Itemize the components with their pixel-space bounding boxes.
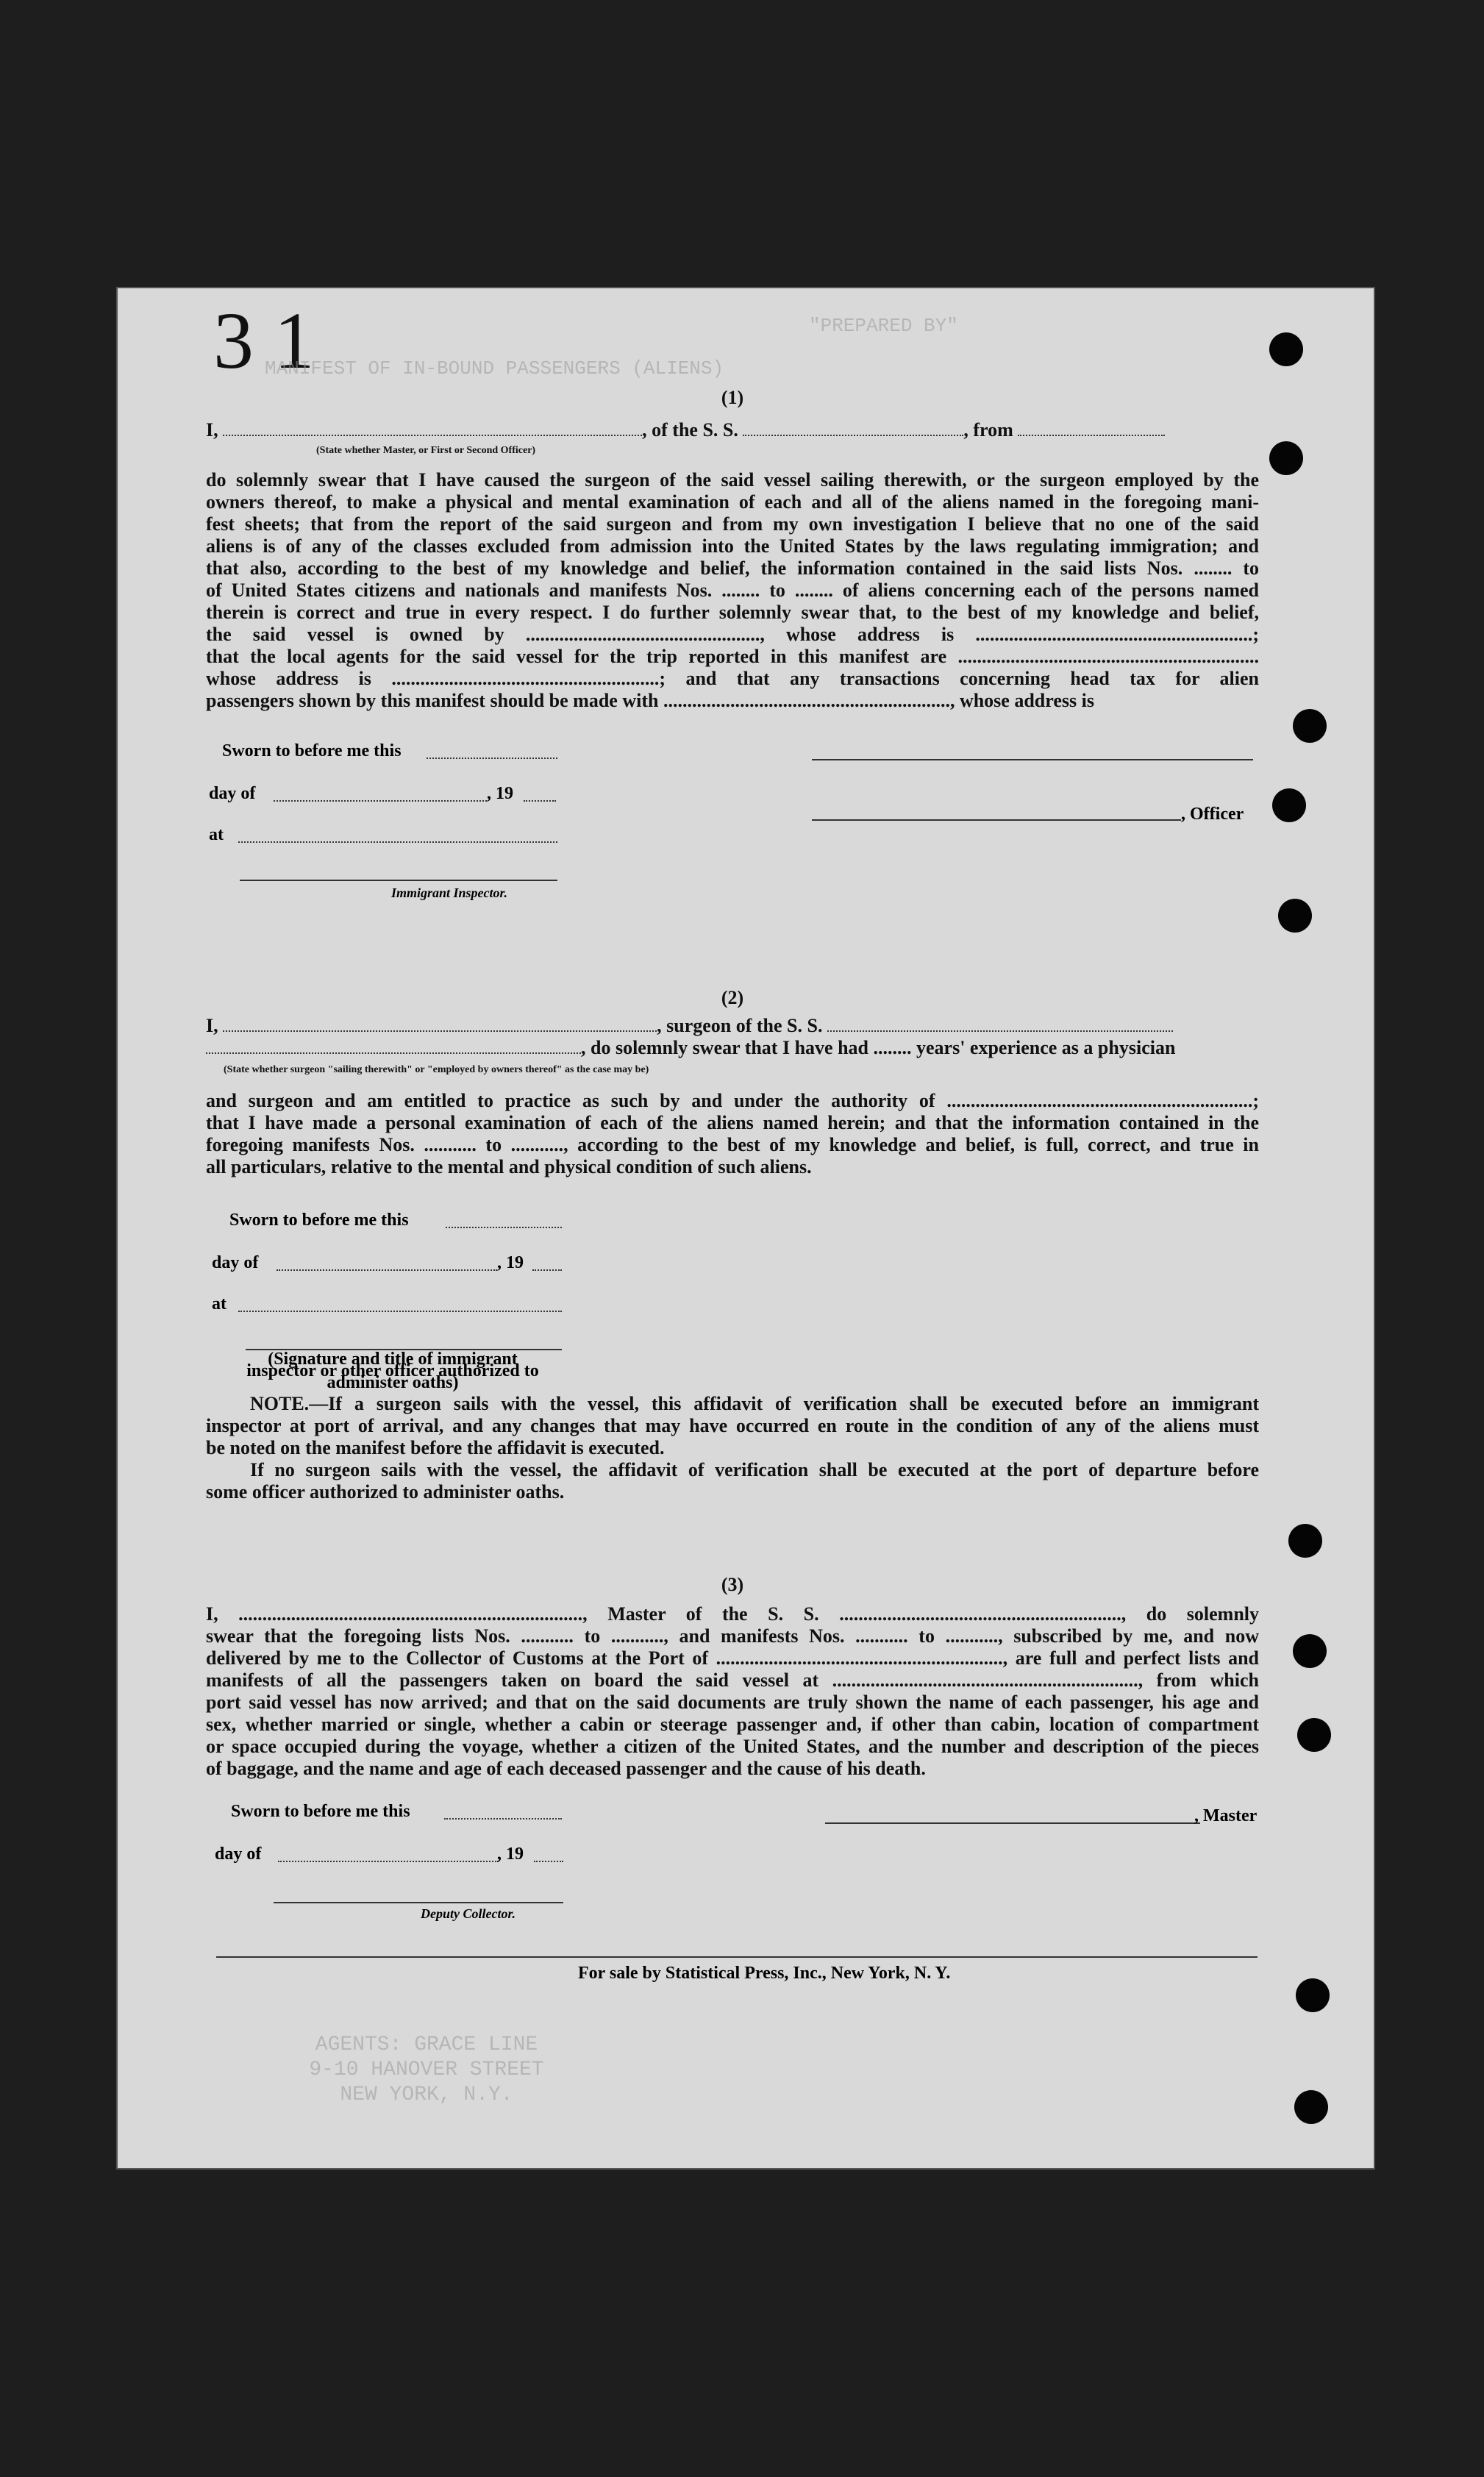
agents-line-2: 9-10 HANOVER STREET bbox=[309, 2059, 544, 2081]
master-signature-line bbox=[812, 759, 1253, 760]
day-of-label: day of bbox=[209, 784, 256, 803]
handwritten-page-number: 3 1 bbox=[213, 296, 315, 385]
master-oath-paragraph bbox=[206, 1603, 1259, 1780]
text-line: therein is correct and true in every respect. I do further solemnly swear that, to the best of my knowledge and belief, bbox=[206, 602, 1259, 623]
note-block bbox=[206, 1393, 1259, 1503]
text-line: If no surgeon sails with the vessel, the affidavit of verification shall be executed at the port of departure before bbox=[250, 1459, 1259, 1480]
master-label: , Master bbox=[1194, 1806, 1258, 1825]
text-line: manifests of all the passengers taken on board the said vessel at ................................................................, from which bbox=[206, 1669, 1259, 1691]
section-number: (2) bbox=[721, 987, 744, 1008]
text-line: whose address is ........................................................; and that any transactions concerning head tax for alien bbox=[206, 668, 1259, 689]
year-field bbox=[532, 1269, 562, 1271]
text-line: be noted on the manifest before the affidavit is executed. bbox=[206, 1437, 665, 1458]
text-line: do solemnly swear that I have caused the surgeon of the said vessel sailing therewith, or the surgeon employed by the bbox=[206, 469, 1259, 491]
master-signature-line bbox=[825, 1822, 1200, 1824]
text-line: port said vessel has now arrived; and that on the said documents are truly shown the name of each passenger, his age and bbox=[206, 1692, 1259, 1713]
officer-label: , Officer bbox=[1181, 805, 1244, 824]
officer-signature-line bbox=[812, 819, 1181, 821]
year-field bbox=[524, 800, 556, 802]
at-label: at bbox=[209, 825, 224, 844]
at-label: at bbox=[212, 1294, 226, 1314]
text-line: some officer authorized to administer oaths. bbox=[206, 1481, 565, 1503]
signature-caption: (Signature and title of immigrant inspector or other officer authorized to administer oaths) bbox=[246, 1350, 539, 1392]
text-line: that the local agents for the said vessel for the trip reported in this manifest are ............................................................... bbox=[206, 646, 1259, 667]
month-field bbox=[277, 1269, 497, 1271]
collector-caption: Deputy Collector. bbox=[421, 1906, 516, 1921]
text-line: I, ........................................................................, Master of the S. S. ..........................................................., do solemnly bbox=[206, 1603, 1259, 1625]
rank-caption: (State whether Master, or First or Second Officer) bbox=[316, 445, 536, 456]
year-field bbox=[534, 1861, 563, 1862]
agents-line-1: AGENTS: GRACE LINE bbox=[315, 2034, 538, 2056]
sworn-label: Sworn to before me this bbox=[222, 741, 402, 760]
punch-hole bbox=[1288, 1524, 1322, 1558]
text-line: that also, according to the best of my knowledge and belief, the information contained in the said lists Nos. ........ to bbox=[206, 557, 1259, 579]
year-label: , 19 bbox=[497, 1845, 524, 1864]
text-line bbox=[206, 1393, 1259, 1415]
footer-text: For sale by Statistical Press, Inc., New York, N. Y. bbox=[578, 1964, 951, 1983]
punch-hole bbox=[1296, 1978, 1330, 2012]
text-line: fest sheets; that from the report of the said surgeon and from my own investigation I believe that no one of the said bbox=[206, 513, 1259, 535]
punch-hole bbox=[1297, 1718, 1331, 1752]
place-field bbox=[238, 841, 557, 843]
text-line: aliens is of any of the classes excluded from admission into the United States by the laws regulating immigration; and bbox=[206, 535, 1259, 557]
surgeon-oath-paragraph bbox=[206, 1090, 1259, 1178]
surgeon-caption: (State whether surgeon "sailing therewith" or "employed by owners thereof" as the case may be) bbox=[224, 1064, 649, 1075]
day-of-label: day of bbox=[215, 1845, 262, 1864]
text-line: swear that the foregoing lists Nos. ........... to ..........., and manifests Nos. ........... to ..........., subscribed by me, and now bbox=[206, 1625, 1259, 1647]
text-line: the said vessel is owned by ................................................., whose address is ..........................................................; bbox=[206, 624, 1259, 645]
section-1 bbox=[206, 387, 1259, 712]
footer-rule bbox=[216, 1956, 1258, 1958]
vessel-name-field bbox=[743, 420, 963, 436]
punch-hole bbox=[1278, 899, 1312, 933]
text-line: sex, whether married or single, whether a cabin or steerage passenger and, if other than cabin, location of compartment bbox=[206, 1714, 1259, 1735]
month-field bbox=[274, 800, 487, 802]
sworn-label: Sworn to before me this bbox=[231, 1802, 410, 1821]
agents-line-3: NEW YORK, N.Y. bbox=[340, 2084, 513, 2106]
punch-hole bbox=[1272, 788, 1306, 822]
section-number: (3) bbox=[721, 1574, 744, 1595]
punch-hole bbox=[1293, 709, 1327, 743]
surgeon-vessel-field bbox=[827, 1016, 1173, 1032]
section-2 bbox=[206, 987, 1259, 1178]
officer-rank-field bbox=[223, 420, 642, 436]
punch-hole bbox=[1294, 2090, 1328, 2124]
i-label: I, bbox=[206, 419, 218, 441]
text-line: owners thereof, to make a physical and mental examination of each and all of the aliens named in the foregoing mani- bbox=[206, 491, 1259, 513]
text-line: of United States citizens and nationals and manifests Nos. ........ to ........ of aliens concerning each of the persons named bbox=[206, 580, 1259, 601]
sworn-label: Sworn to before me this bbox=[229, 1211, 409, 1230]
from-port-field bbox=[1018, 420, 1165, 436]
text-line: or space occupied during the voyage, whether a citizen of the United States, and the number and description of the pieces bbox=[206, 1736, 1259, 1757]
note-text: —If a surgeon sails with the vessel, this affidavit of verification shall be executed before an immigrant bbox=[309, 1393, 1259, 1414]
sworn-date-field bbox=[427, 758, 557, 759]
surgeon-status-field bbox=[206, 1038, 581, 1054]
day-of-label: day of bbox=[212, 1253, 259, 1272]
surgeon-of-label: , surgeon of the S. S. bbox=[657, 1015, 823, 1036]
agents-stamp bbox=[221, 2033, 632, 2108]
section-3 bbox=[206, 1574, 1259, 1780]
text-line: of baggage, and the name and age of each deceased passenger and the cause of his death. bbox=[206, 1758, 926, 1779]
punch-hole bbox=[1269, 332, 1303, 366]
from-label: , from bbox=[963, 419, 1013, 441]
text-line: inspector at port of arrival, and any changes that may have occurred en route in the condition of any of the aliens must bbox=[206, 1415, 1259, 1436]
of-ss-label: , of the S. S. bbox=[642, 419, 738, 441]
text-line: delivered by me to the Collector of Customs at the Port of ............................................................, are full and perfect lists and bbox=[206, 1647, 1259, 1669]
signature-line bbox=[274, 1902, 563, 1903]
place-field bbox=[238, 1311, 562, 1312]
i-label: I, bbox=[206, 1015, 218, 1036]
experience-line: , do solemnly swear that I have had ........ years' experience as a physician bbox=[581, 1037, 1176, 1058]
faint-title: MANIFEST OF IN-BOUND PASSENGERS (ALIENS) bbox=[265, 357, 724, 379]
sworn-date-field bbox=[446, 1227, 562, 1228]
sworn-date-field bbox=[444, 1818, 562, 1820]
inspector-caption: Immigrant Inspector. bbox=[391, 885, 508, 900]
note-paragraph bbox=[206, 1393, 1259, 1459]
year-label: , 19 bbox=[487, 784, 513, 803]
note-paragraph-2 bbox=[206, 1459, 1259, 1503]
section-number: (1) bbox=[721, 387, 744, 408]
punch-hole bbox=[1293, 1634, 1327, 1668]
text-line: and surgeon and am entitled to practice as such by and under the authority of ................................................................; bbox=[206, 1090, 1259, 1111]
surgeon-name-field bbox=[223, 1016, 657, 1032]
faint-stamp: "PREPARED BY" bbox=[809, 315, 958, 337]
month-field bbox=[278, 1861, 499, 1862]
text-line: foregoing manifests Nos. ........... to ..........., according to the best of my knowledge and belief, is full, correct, and true in bbox=[206, 1134, 1259, 1155]
year-label: , 19 bbox=[497, 1253, 524, 1272]
oath-paragraph bbox=[206, 469, 1259, 712]
text-line: all particulars, relative to the mental and physical condition of such aliens. bbox=[206, 1156, 812, 1177]
signature-line bbox=[240, 880, 557, 881]
note-label: NOTE. bbox=[250, 1393, 310, 1414]
punch-hole bbox=[1269, 441, 1303, 475]
text-line: passengers shown by this manifest should be made with ............................................................, whose address is bbox=[206, 690, 1094, 711]
text-line: that I have made a personal examination of each of the aliens named herein; and that the information contained in the bbox=[206, 1112, 1259, 1133]
